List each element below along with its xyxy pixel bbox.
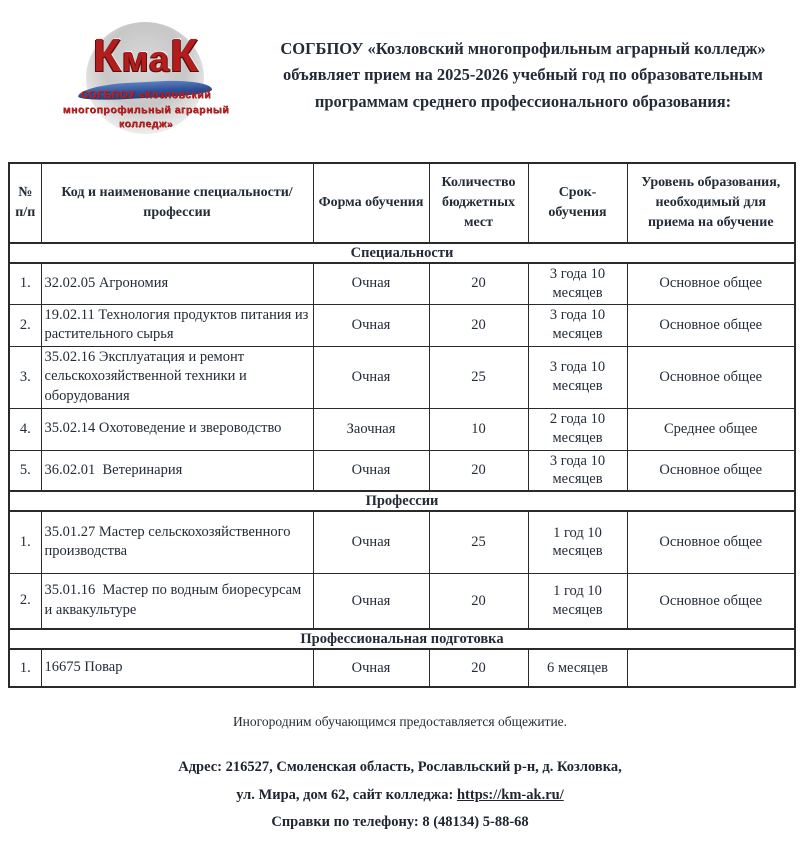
- cell-form: Очная: [313, 649, 429, 687]
- cell-form: Очная: [313, 450, 429, 491]
- address-line1: Адрес: 216527, Смоленская область, Рославльский р-н, д. Козловка,: [178, 759, 622, 776]
- section-title: Профессии: [9, 491, 795, 511]
- address-line2: [0, 782, 800, 810]
- cell-level: Основное общее: [627, 263, 795, 304]
- cell-term: 2 года 10 месяцев: [528, 408, 627, 450]
- section-title: Специальности: [9, 243, 795, 263]
- cell-level: Основное общее: [627, 573, 795, 629]
- cell-level: Основное общее: [627, 304, 795, 346]
- cell-seats: 20: [429, 649, 528, 687]
- column-header-level: Уровень образования, необходимый для приема на обучение: [627, 163, 795, 243]
- logo-letter: К: [170, 29, 200, 81]
- document-header: [0, 0, 800, 140]
- table-row: [9, 573, 795, 629]
- cell-term: 1 год 10 месяцев: [528, 573, 627, 629]
- cell-code-name: 35.02.14 Охотоведение и звероводство: [41, 408, 313, 450]
- cell-seats: 10: [429, 408, 528, 450]
- cell-form: Заочная: [313, 408, 429, 450]
- column-header-number: № п/п: [9, 163, 41, 243]
- cell-term: 3 года 10 месяцев: [528, 263, 627, 304]
- logo-letters: ма: [121, 38, 171, 79]
- cell-seats: 20: [429, 573, 528, 629]
- cell-seats: 25: [429, 346, 528, 408]
- cell-level: Основное общее: [627, 511, 795, 573]
- table-row: [9, 304, 795, 346]
- cell-term: 1 год 10 месяцев: [528, 511, 627, 573]
- section-row-vocational-training: [9, 629, 795, 649]
- logo-letter: К: [92, 29, 122, 81]
- logo-subtitle-line2: многопрофильный аграрный: [62, 103, 230, 116]
- table-row: [9, 263, 795, 304]
- cell-code-name: 19.02.11 Технология продуктов питания из растительного сырья: [41, 304, 313, 346]
- table-row: [9, 649, 795, 687]
- table-row: [9, 511, 795, 573]
- cell-term: 3 года 10 месяцев: [528, 346, 627, 408]
- column-header-code-name: Код и наименование специальности/профессии: [41, 163, 313, 243]
- phone-line: Справки по телефону: 8 (48134) 5-88-68: [271, 814, 529, 831]
- table-row: [9, 346, 795, 408]
- cell-form: Очная: [313, 304, 429, 346]
- cell-seats: 20: [429, 304, 528, 346]
- cell-number: 1.: [9, 511, 41, 573]
- section-row-professions: [9, 491, 795, 511]
- cell-number: 4.: [9, 408, 41, 450]
- logo-subtitle-line3: колледж»: [118, 118, 174, 131]
- admissions-table: [8, 162, 796, 688]
- cell-code-name: 16675 Повар: [41, 649, 313, 687]
- cell-seats: 20: [429, 450, 528, 491]
- cell-code-name: 35.02.16 Эксплуатация и ремонт сельскохозяйственной техники и оборудования: [41, 346, 313, 408]
- college-logo: [48, 20, 244, 140]
- cell-code-name: 35.01.16 Мастер по водным биоресурсам и аквакультуре: [41, 573, 313, 629]
- cell-term: 3 года 10 месяцев: [528, 304, 627, 346]
- cell-form: Очная: [313, 346, 429, 408]
- cell-seats: 25: [429, 511, 528, 573]
- cell-seats: 20: [429, 263, 528, 304]
- cell-level: Основное общее: [627, 450, 795, 491]
- table-row: [9, 408, 795, 450]
- contact-block: [0, 754, 800, 837]
- logo-subtitle: [48, 88, 244, 132]
- page-title: СОГБПОУ «Козловский многопрофильным аграрный колледж» объявляет прием на 2025-2026 учебный год по образовательным программам среднего профессионального образования:: [280, 39, 766, 111]
- cell-level: Основное общее: [627, 346, 795, 408]
- logo-subtitle-line1: СОГБПОУ «Козловский: [80, 89, 212, 101]
- website-link[interactable]: https://km-ak.ru/: [456, 786, 564, 803]
- dormitory-note: Иногородним обучающимся предоставляется общежитие.: [232, 714, 568, 730]
- cell-term: 6 месяцев: [528, 649, 627, 687]
- section-row-specialties: [9, 243, 795, 263]
- column-header-term: Срок- обучения: [528, 163, 627, 243]
- cell-number: 2.: [9, 573, 41, 629]
- table-row: [9, 450, 795, 491]
- cell-number: 2.: [9, 304, 41, 346]
- cell-form: Очная: [313, 263, 429, 304]
- cell-term: 3 года 10 месяцев: [528, 450, 627, 491]
- cell-level: [627, 649, 795, 687]
- column-header-form: Форма обучения: [313, 163, 429, 243]
- cell-code-name: 36.02.01 Ветеринария: [41, 450, 313, 491]
- address-line2-prefix: ул. Мира, дом 62, сайт колледжа:: [236, 786, 457, 803]
- cell-number: 1.: [9, 649, 41, 687]
- section-title: Профессиональная подготовка: [9, 629, 795, 649]
- cell-form: Очная: [313, 573, 429, 629]
- cell-code-name: 32.02.05 Агрономия: [41, 263, 313, 304]
- table-header-row: [9, 163, 795, 243]
- cell-level: Среднее общее: [627, 408, 795, 450]
- cell-code-name: 35.01.27 Мастер сельскохозяйственного производства: [41, 511, 313, 573]
- column-header-seats: Количество бюджетных мест: [429, 163, 528, 243]
- cell-form: Очная: [313, 511, 429, 573]
- logo-acronym: [48, 20, 244, 81]
- cell-number: 1.: [9, 263, 41, 304]
- cell-number: 5.: [9, 450, 41, 491]
- cell-number: 3.: [9, 346, 41, 408]
